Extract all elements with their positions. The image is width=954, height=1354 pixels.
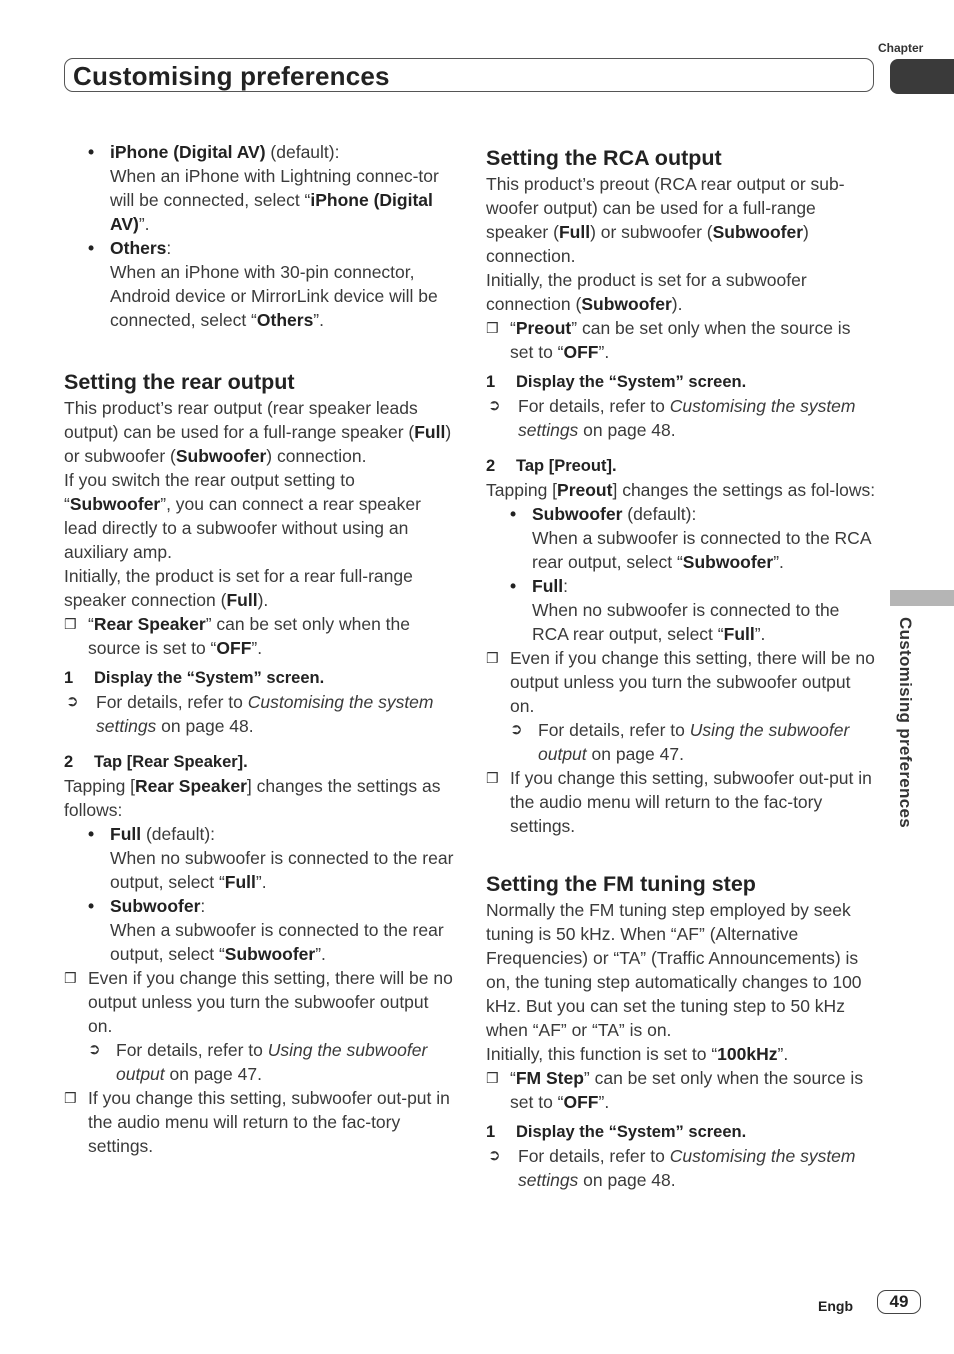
option-iphone-digital-av — [64, 140, 456, 164]
bullet-icon: • — [88, 142, 95, 162]
paragraph — [486, 268, 878, 316]
arrow-icon: ➲ — [88, 1041, 101, 1058]
option-full — [486, 574, 878, 598]
bullet-icon: • — [88, 896, 95, 916]
note-item — [486, 316, 878, 364]
text: ”. — [598, 1092, 610, 1112]
text: For details, refer to — [518, 396, 670, 416]
section-heading-rear-output: Setting the rear output — [64, 370, 295, 394]
text: This product’s rear output (rear speaker leads output) can be used for a full-range speaker ( — [64, 398, 418, 442]
text: : — [166, 238, 172, 258]
text: Initially, this function is set to “ — [486, 1044, 718, 1064]
option-default: (default): — [141, 824, 216, 844]
reference-link: Customising the system settings — [518, 1146, 856, 1190]
note-checkbox-icon: ❒ — [64, 616, 77, 632]
reference-item — [64, 690, 456, 738]
page-title: Customising preferences — [73, 61, 390, 91]
left-column — [64, 140, 456, 1158]
value: iPhone (Digital AV) — [110, 190, 433, 234]
option-others — [64, 236, 456, 260]
paragraph — [64, 564, 456, 612]
option-default: (default): — [622, 504, 697, 524]
note-checkbox-icon: ❒ — [64, 1090, 77, 1106]
step-heading — [486, 454, 878, 478]
text: ). — [671, 294, 683, 314]
note-checkbox-icon: ❒ — [486, 1070, 499, 1086]
page-number: 49 — [877, 1290, 921, 1314]
value: 100kHz — [717, 1044, 778, 1064]
option-name: Full — [532, 576, 564, 596]
arrow-icon: ➲ — [488, 397, 501, 414]
paragraph — [486, 172, 878, 268]
option-name: iPhone (Digital AV) — [110, 142, 266, 162]
step-text: Display the “System” screen. — [94, 669, 325, 687]
text: For details, refer to — [116, 1040, 268, 1060]
text: When no subwoofer is connected to the RCA rear output, select “ — [532, 600, 840, 644]
text: Tapping [ — [64, 776, 136, 796]
value: Rear Speaker — [135, 776, 247, 796]
text: If you change this setting, subwoofer out-put in the audio menu will return to the fac-tory settings. — [510, 768, 872, 836]
text: ] changes the settings as fol-lows: — [612, 480, 876, 500]
side-tab-marker — [890, 590, 954, 606]
text: ”. — [138, 214, 150, 234]
section-heading-fm-tuning-step: Setting the FM tuning step — [486, 872, 756, 896]
value: Subwoofer — [682, 552, 774, 572]
step-heading — [64, 750, 456, 774]
option-description — [64, 846, 456, 894]
note-checkbox-icon: ❒ — [486, 770, 499, 786]
step-number: 1 — [486, 373, 496, 391]
paragraph — [64, 468, 456, 564]
side-section-label: Customising preferences — [896, 617, 915, 828]
value: OFF — [563, 1092, 599, 1112]
text: on page 47. — [164, 1064, 262, 1084]
note-item — [64, 966, 456, 1038]
section-heading-rca-output: Setting the RCA output — [486, 146, 722, 170]
value: Preout — [515, 318, 572, 338]
reference-link: Using the subwoofer output — [538, 720, 850, 764]
step-number: 2 — [64, 753, 74, 771]
bullet-icon: • — [88, 238, 95, 258]
reference-link: Customising the system settings — [96, 692, 434, 736]
reference-item — [64, 1038, 456, 1086]
arrow-icon: ➲ — [66, 693, 79, 710]
bullet-icon: • — [510, 504, 517, 524]
note-checkbox-icon: ❒ — [64, 970, 77, 986]
step-text: Tap [Preout]. — [516, 457, 617, 475]
option-description — [486, 598, 878, 646]
step-number: 2 — [486, 457, 496, 475]
chapter-number-box — [890, 59, 954, 94]
text: ). — [257, 590, 269, 610]
text: ”. — [255, 872, 267, 892]
page-title-bar — [64, 58, 874, 92]
text: ”, you can connect a rear speaker lead directly to a subwoofer without using an auxiliary amp. — [64, 494, 421, 562]
option-description — [64, 164, 456, 236]
text: Tapping [ — [486, 480, 558, 500]
text: on page 48. — [578, 1170, 676, 1190]
text: Even if you change this setting, there will be no output unless you turn the subwoofer output on. — [88, 968, 453, 1036]
value: Full — [224, 872, 256, 892]
option-name: Subwoofer — [110, 896, 201, 916]
value: OFF — [563, 342, 599, 362]
step-number: 1 — [486, 1123, 496, 1141]
note-item — [486, 646, 878, 718]
text: ) connection. — [266, 446, 367, 466]
note-item — [64, 1086, 456, 1158]
value: Subwoofer — [712, 222, 804, 242]
text: If you switch the rear output setting to “ — [64, 470, 355, 514]
text: ”. — [598, 342, 610, 362]
text: ”. — [315, 944, 326, 964]
text: ”. — [251, 638, 263, 658]
text: on page 48. — [578, 420, 676, 440]
option-name: Full — [110, 824, 142, 844]
reference-link: Customising the system settings — [518, 396, 856, 440]
text: If you change this setting, subwoofer out-put in the audio menu will return to the fac-tory settings. — [88, 1088, 450, 1156]
bullet-icon: • — [88, 824, 95, 844]
option-name: Subwoofer — [532, 504, 623, 524]
note-item — [486, 1066, 878, 1114]
value: OFF — [216, 638, 252, 658]
value: FM Step — [515, 1068, 584, 1088]
value: Subwoofer — [224, 944, 316, 964]
text: ”. — [754, 624, 766, 644]
text: When no subwoofer is connected to the rear output, select “ — [110, 848, 454, 892]
text: ”. — [777, 1044, 789, 1064]
value: Full — [723, 624, 755, 644]
text: ] changes the settings as follows: — [64, 776, 441, 820]
bullet-icon: • — [510, 576, 517, 596]
note-checkbox-icon: ❒ — [486, 650, 499, 666]
text: When a subwoofer is connected to the rear output, select “ — [110, 920, 444, 964]
text: “ — [510, 318, 516, 338]
value: Subwoofer — [175, 446, 267, 466]
paragraph — [64, 774, 456, 822]
text: ) or subwoofer ( — [64, 422, 452, 466]
value: Full — [226, 590, 258, 610]
text: “ — [510, 1068, 516, 1088]
step-heading — [486, 370, 878, 394]
value: Rear Speaker — [93, 614, 206, 634]
text: ) or subwoofer ( — [590, 222, 713, 242]
reference-item — [486, 1144, 878, 1192]
value: Full — [414, 422, 446, 442]
right-column — [486, 140, 878, 1192]
arrow-icon: ➲ — [510, 721, 523, 738]
value: Preout — [557, 480, 613, 500]
paragraph — [486, 478, 878, 502]
note-item — [64, 612, 456, 660]
step-heading — [64, 666, 456, 690]
text: on page 47. — [586, 744, 684, 764]
text: ”. — [773, 552, 784, 572]
paragraph — [64, 396, 456, 468]
option-description — [486, 526, 878, 574]
text: When an iPhone with Lightning connec-tor will be connected, select “ — [110, 166, 439, 210]
text: ) connection. — [486, 222, 809, 266]
option-description — [64, 260, 456, 332]
text: When a subwoofer is connected to the RCA rear output, select “ — [532, 528, 871, 572]
text: Initially, the product is set for a rear full-range speaker connection ( — [64, 566, 413, 610]
arrow-icon: ➲ — [488, 1147, 501, 1164]
option-full — [64, 822, 456, 846]
text: Even if you change this setting, there will be no output unless you turn the subwoofer output on. — [510, 648, 875, 716]
value: Full — [558, 222, 591, 242]
option-description — [64, 918, 456, 966]
text: This product’s preout (RCA rear output or sub-woofer output) can be used for a full-range speaker ( — [486, 174, 845, 242]
value: Subwoofer — [69, 494, 161, 514]
text: “ — [88, 614, 94, 634]
reference-item — [486, 718, 878, 766]
text: : — [200, 896, 206, 916]
paragraph — [486, 1042, 878, 1066]
text: ” can be set only when the source is set to “ — [88, 614, 411, 658]
reference-item — [486, 394, 878, 442]
text: Initially, the product is set for a subwoofer connection ( — [486, 270, 807, 314]
step-text: Display the “System” screen. — [516, 1123, 747, 1141]
note-checkbox-icon: ❒ — [486, 320, 499, 336]
footer-language: Engb — [818, 1298, 853, 1314]
step-text: Display the “System” screen. — [516, 373, 747, 391]
option-subwoofer — [486, 502, 878, 526]
option-name: Others — [110, 238, 167, 258]
text: ”. — [313, 310, 324, 330]
option-subwoofer — [64, 894, 456, 918]
text: For details, refer to — [518, 1146, 670, 1166]
text: on page 48. — [156, 716, 254, 736]
text: ” can be set only when the source is set to “ — [510, 318, 851, 362]
step-text: Tap [Rear Speaker]. — [94, 753, 248, 771]
step-heading — [486, 1120, 878, 1144]
text: ” can be set only when the source is set to “ — [510, 1068, 864, 1112]
option-default: (default): — [265, 142, 340, 162]
chapter-label: Chapter — [878, 41, 924, 55]
reference-link: Using the subwoofer output — [116, 1040, 428, 1084]
text: : — [563, 576, 568, 596]
text: When an iPhone with 30-pin connector, Android device or MirrorLink device will be connected, select “ — [110, 262, 438, 330]
text: For details, refer to — [96, 692, 248, 712]
value: Others — [256, 310, 314, 330]
value: Subwoofer — [581, 294, 672, 314]
text: For details, refer to — [538, 720, 690, 740]
paragraph: Normally the FM tuning step employed by seek tuning is 50 kHz. When “AF” (Alternative Frequencies) or “TA” (Traffic Announcements) is on, the tuning step automatically changes to 100 kHz. But you can set the tuning step to 50 kHz when “AF” or “TA” is on. — [486, 900, 862, 1040]
step-number: 1 — [64, 669, 74, 687]
note-item — [486, 766, 878, 838]
